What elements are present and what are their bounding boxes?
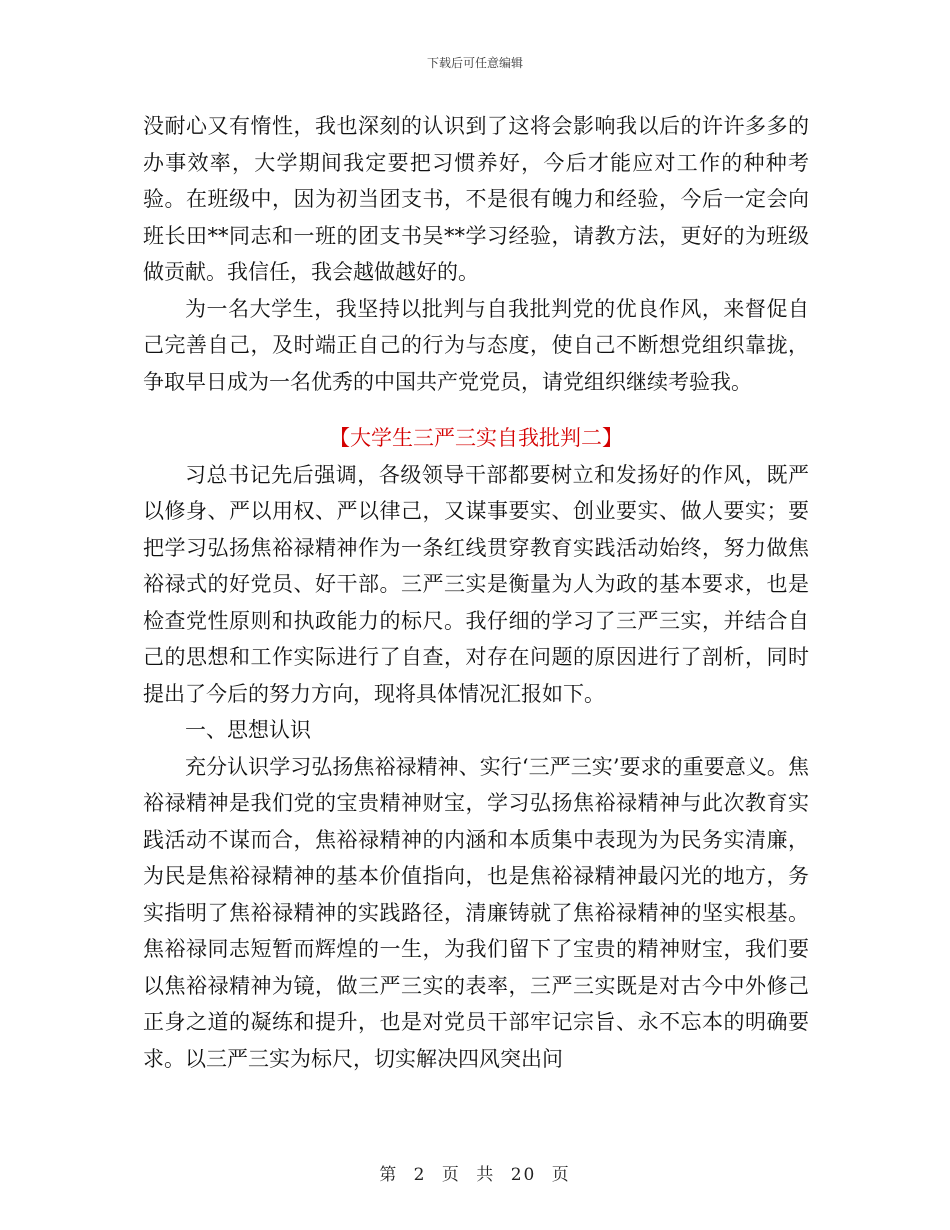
heading-thought-awareness: 一、思想认识	[185, 718, 311, 742]
footer-label-page-unit: 页	[441, 1165, 461, 1185]
footer-label-total-unit: 页	[551, 1165, 571, 1185]
paragraph-self-criticism: 为一名大学生，我坚持以批判与自我批判党的优良作风，来督促自己完善自己，及时端正自己的行为与态度，使自己不断想党组织靠拢，争取早日成为一名优秀的中国共产党党员，请党组织继续考验我。	[143, 296, 809, 394]
paragraph-intro: 习总书记先后强调，各级领导干部都要树立和发扬好的作风，既严以修身、严以用权、严以律己，又谋事要实、创业要实、做人要实；要把学习弘扬焦裕禄精神作为一条红线贯穿教育实践活动始终，努力做焦裕禄式的好党员、好干部。三严三实是衡量为人为政的基本要求，也是检查党性原则和执政能力的标尺。我仔细的学习了三严三实，并结合自己的思想和工作实际进行了自查，对存在问题的原因进行了剖析，同时提出了今后的努力方向，现将具体情况汇报如下。	[143, 462, 809, 706]
paragraph-continued: 没耐心又有惰性，我也深刻的认识到了这将会影响我以后的许许多多的办事效率，大学期间我定要把习惯养好，今后才能应对工作的种种考验。在班级中，因为初当团支书，不是很有魄力和经验，今后一定会向班长田**同志和一班的团支书吴**学习经验，请教方法，更好的为班级做贡献。我信任，我会越做越好的。	[143, 114, 809, 284]
footer-label-total: 共	[476, 1165, 496, 1185]
footer-total-pages: 20	[510, 1165, 537, 1185]
footer-current-page: 2	[413, 1165, 427, 1185]
document-body	[143, 108, 809, 1077]
section-title: 【大学生三严三实自我批判二】	[329, 426, 623, 450]
paragraph-significance: 充分认识学习弘扬焦裕禄精神、实行‘三严三实’要求的重要意义。焦裕禄精神是我们党的宝贵精神财宝，学习弘扬焦裕禄精神与此次教育实践活动不谋而合，焦裕禄精神的内涵和本质集中表现为为民务实清廉，为民是焦裕禄精神的基本价值指向，也是焦裕禄精神最闪光的地方，务实指明了焦裕禄精神的实践路径，清廉铸就了焦裕禄精神的坚实根基。焦裕禄同志短暂而辉煌的一生，为我们留下了宝贵的精神财宝，我们要以焦裕禄精神为镜，做三严三实的表率，三严三实既是对古今中外修己正身之道的凝练和提升，也是对党员干部牢记宗旨、永不忘本的明确要求。以三严三实为标尺，切实解决四风突出问	[143, 754, 809, 1071]
page-footer	[0, 1160, 950, 1185]
footer-label-page: 第	[379, 1165, 399, 1185]
page-header: 下载后可任意编辑	[426, 56, 523, 70]
